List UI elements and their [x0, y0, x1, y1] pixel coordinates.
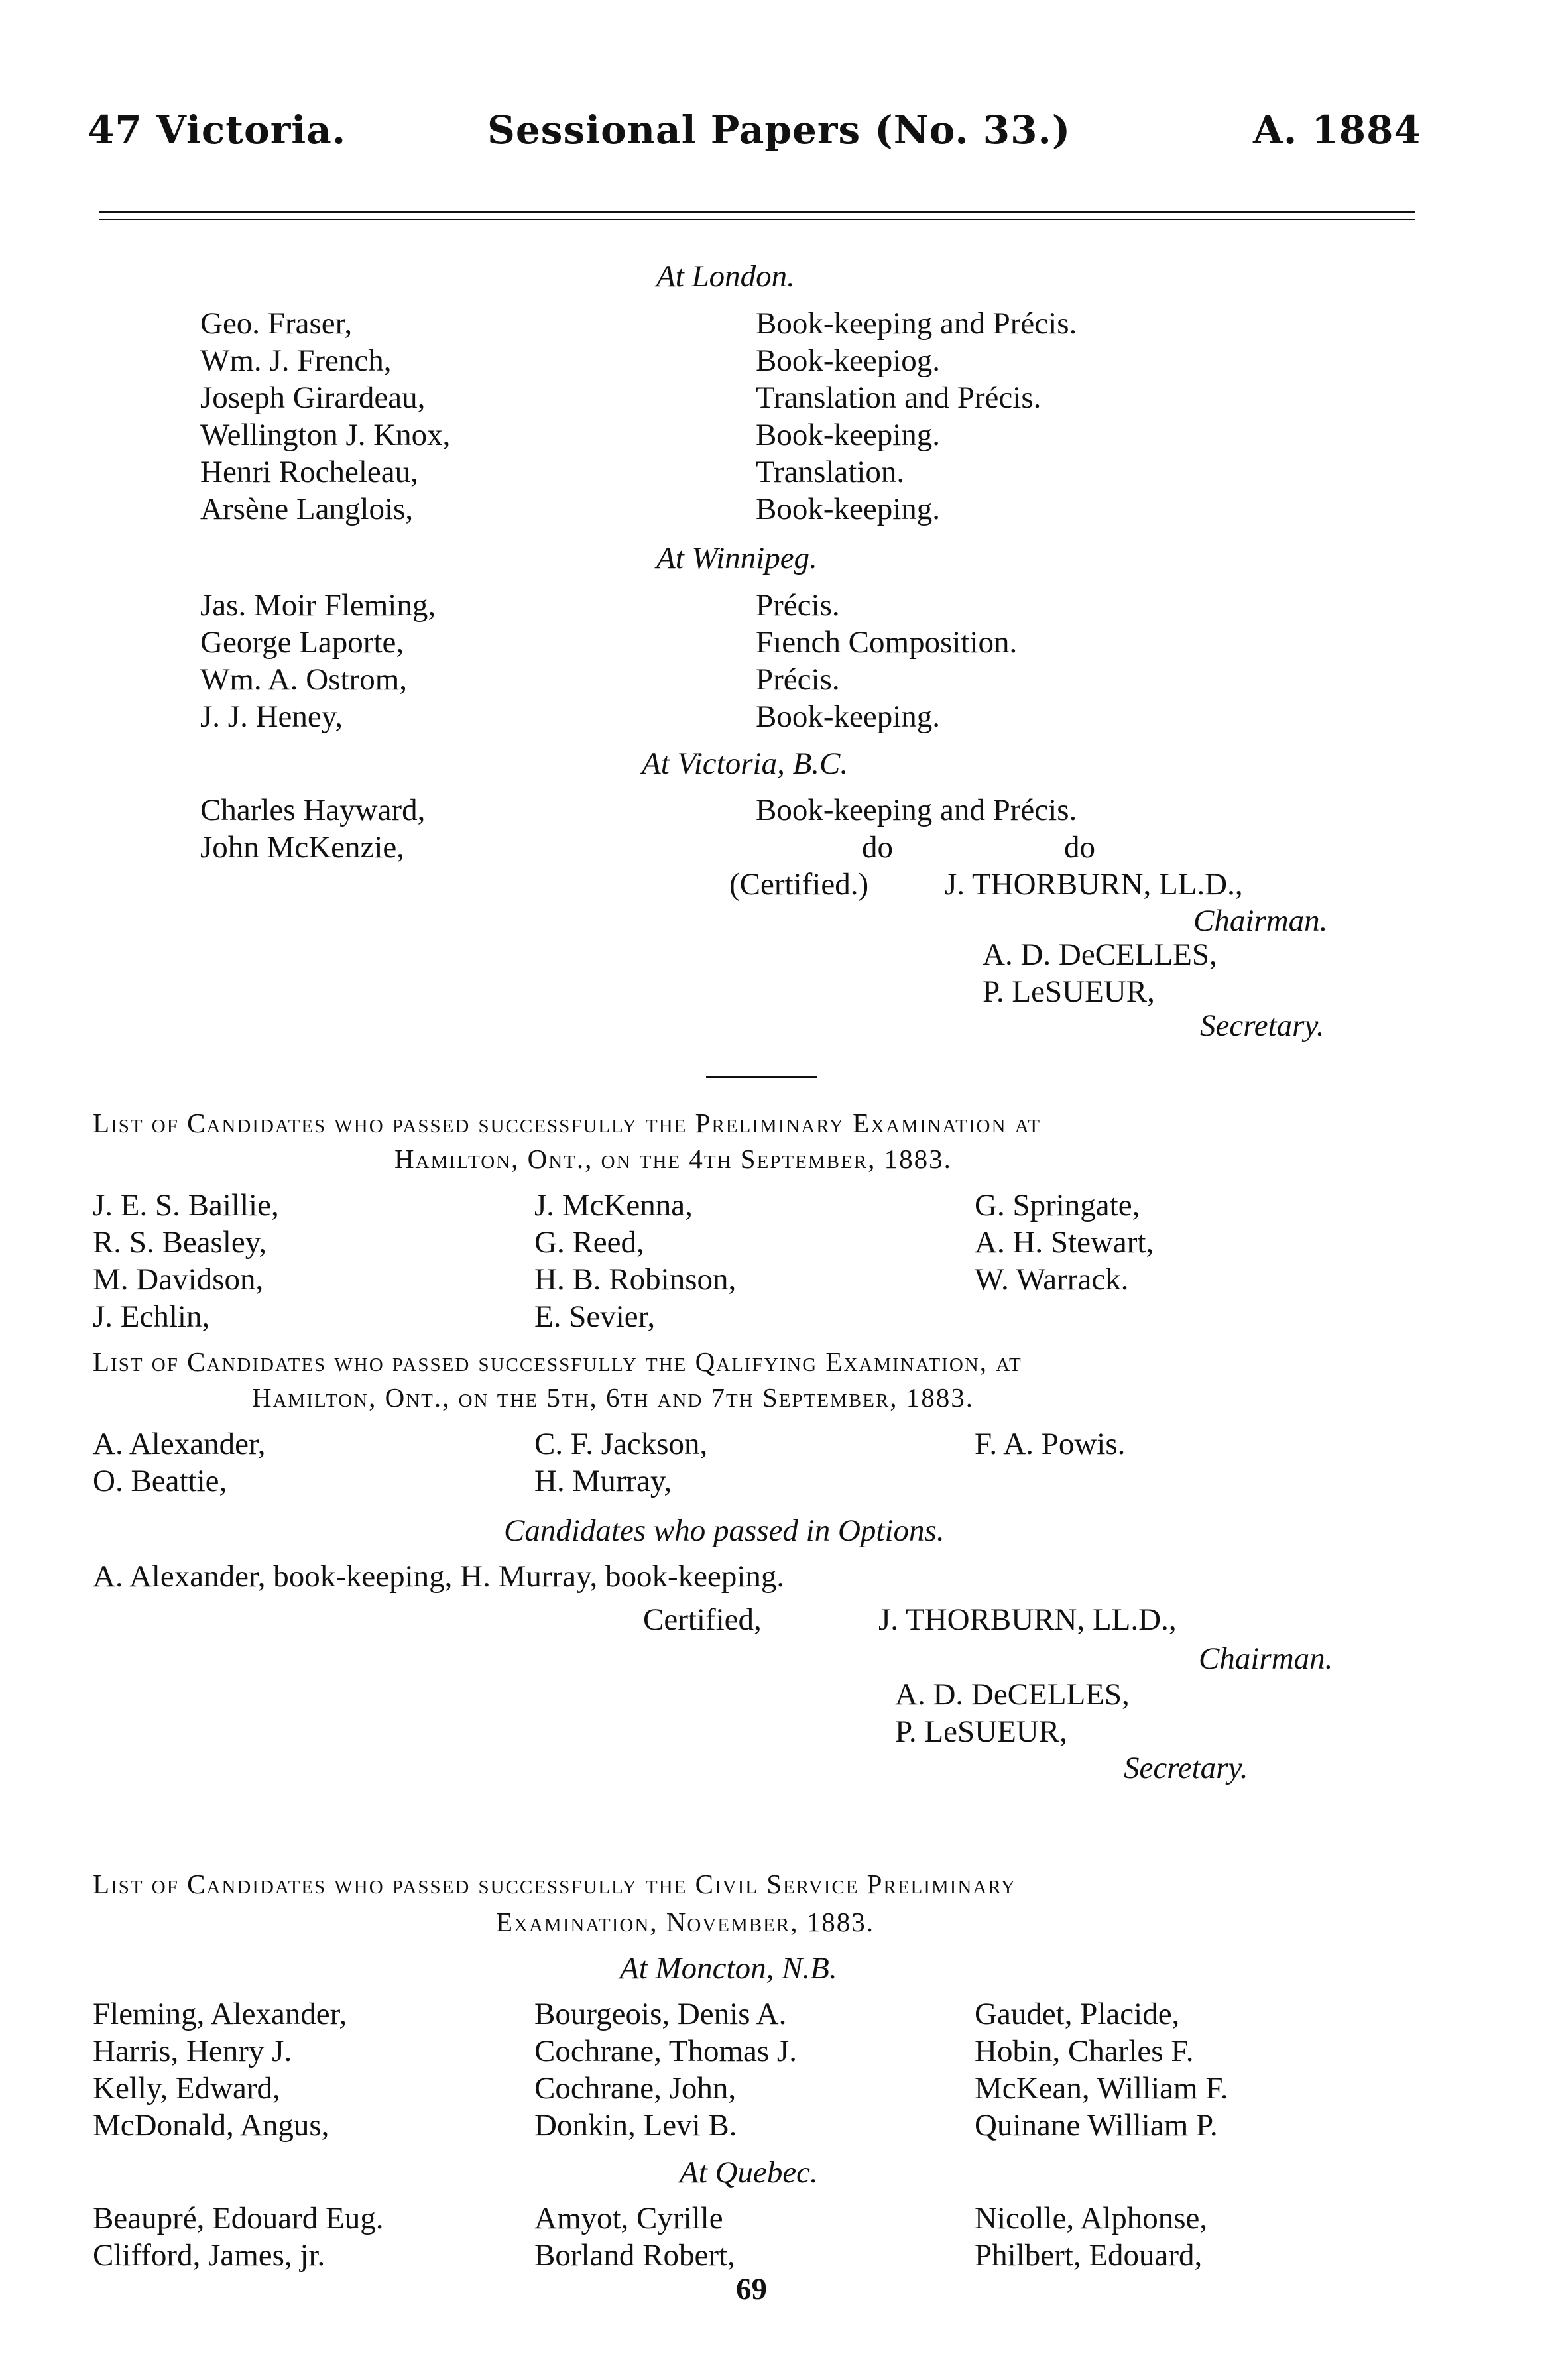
victoria-subject: Book-keeping and Précis. [756, 793, 1077, 827]
list-item: Geo. Fraser, [200, 306, 353, 341]
list-item: E. Sevier, [534, 1299, 656, 1334]
list-item: F. A. Powis. [975, 1427, 1126, 1461]
list-item: J. J. Heney, [200, 699, 343, 734]
civil-service-title-line2: Examination, November, 1883. [496, 1907, 874, 1937]
london-heading: At London. [656, 259, 795, 294]
header-rule-top [99, 211, 1415, 213]
header-rule-bottom [99, 219, 1415, 220]
preliminary-title-line1: List of Candidates who passed successfully the Preliminary Examination at [93, 1108, 1042, 1138]
header-year: A. 1884 [1253, 107, 1421, 152]
secretary-title: Secretary. [1124, 1751, 1248, 1785]
member-name: A. D. DeCELLES, [895, 1677, 1130, 1712]
list-item: Henri Rocheleau, [200, 455, 418, 489]
list-item: M. Davidson, [93, 1262, 264, 1297]
winnipeg-subjects [756, 587, 1017, 735]
list-item: Donkin, Levi B. [534, 2108, 737, 2143]
qualifying-col1 [93, 1425, 265, 1500]
quebec-col3 [975, 2200, 1207, 2274]
list-item: McDonald, Angus, [93, 2108, 329, 2143]
list-item: Translation and Précis. [756, 381, 1042, 415]
preliminary-col3 [975, 1187, 1154, 1298]
moncton-col3 [975, 1995, 1228, 2144]
moncton-heading: At Moncton, N.B. [620, 1951, 837, 1986]
chairman-name: J. THORBURN, LL.D., [878, 1602, 1177, 1637]
winnipeg-names [200, 587, 436, 735]
list-item: Précis. [756, 588, 840, 623]
page-number: 69 [736, 2272, 767, 2306]
list-item: H. B. Robinson, [534, 1262, 737, 1297]
secretary-name: P. LeSUEUR, [895, 1714, 1067, 1749]
list-item: Joseph Girardeau, [200, 381, 426, 415]
qualifying-col3 [975, 1425, 1125, 1462]
list-item: H. Murray, [534, 1464, 672, 1498]
list-item: J. Echlin, [93, 1299, 210, 1334]
list-item: Jas. Moir Fleming, [200, 588, 436, 623]
list-item: G. Reed, [534, 1225, 644, 1260]
list-item: Nicolle, Alphonse, [975, 2201, 1208, 2235]
certified-label: Certified, [643, 1602, 762, 1637]
list-item: McKean, William F. [975, 2071, 1228, 2106]
list-item: Fıench Composition. [756, 625, 1018, 660]
list-item: Translation. [756, 455, 905, 489]
secretary-title: Secretary. [1200, 1008, 1325, 1043]
victoria-heading: At Victoria, B.C. [642, 746, 849, 781]
quebec-col1 [93, 2200, 384, 2274]
victoria-ditto-2: do [1064, 830, 1095, 864]
moncton-col1 [93, 1995, 347, 2144]
header-volume: 47 Victoria. [88, 107, 347, 152]
quebec-heading: At Quebec. [680, 2155, 818, 2190]
list-item: W. Warrack. [975, 1262, 1129, 1297]
list-item: C. F. Jackson, [534, 1427, 708, 1461]
secretary-name: P. LeSUEUR, [983, 975, 1155, 1009]
list-item: Wm. J. French, [200, 343, 392, 378]
list-item: Cochrane, John, [534, 2071, 737, 2106]
qualifying-title-line2: Hamilton, Ont., on the 5th, 6th and 7th September, 1883. [252, 1382, 974, 1413]
list-item: Bourgeois, Denis A. [534, 1997, 787, 2031]
preliminary-col1 [93, 1187, 279, 1335]
civil-service-title-line1: List of Candidates who passed successfully the Civil Service Preliminary [93, 1869, 1016, 1899]
list-item: Book-keepiog. [756, 343, 941, 378]
winnipeg-heading: At Winnipeg. [656, 541, 817, 575]
list-item: John McKenzie, [200, 830, 405, 864]
list-item: Borland Robert, [534, 2238, 735, 2273]
list-item: A. Alexander, [93, 1427, 266, 1461]
quebec-col2 [534, 2200, 735, 2274]
options-text: A. Alexander, book-keeping, H. Murray, book-keeping. [93, 1559, 785, 1594]
options-heading: Candidates who passed in Options. [504, 1514, 945, 1548]
list-item: Kelly, Edward, [93, 2071, 280, 2106]
chairman-title: Chairman. [1193, 904, 1328, 938]
list-item: A. H. Stewart, [975, 1225, 1154, 1260]
moncton-col2 [534, 1995, 797, 2144]
list-item: G. Springate, [975, 1188, 1140, 1222]
section-divider [706, 1076, 817, 1078]
list-item: Gaudet, Placide, [975, 1997, 1180, 2031]
list-item: Wellington J. Knox, [200, 418, 451, 452]
member-name: A. D. DeCELLES, [983, 937, 1217, 972]
list-item: Harris, Henry J. [93, 2034, 292, 2068]
list-item: Beaupré, Edouard Eug. [93, 2201, 384, 2235]
list-item: Book-keeping. [756, 418, 941, 452]
london-subjects [756, 305, 1077, 528]
list-item: Philbert, Edouard, [975, 2238, 1203, 2273]
victoria-names [200, 792, 425, 866]
chairman-name: J. THORBURN, LL.D., [945, 867, 1243, 902]
chairman-title: Chairman. [1199, 1641, 1333, 1676]
list-item: Book-keeping. [756, 699, 941, 734]
list-item: Clifford, James, jr. [93, 2238, 326, 2273]
list-item: Précis. [756, 662, 840, 697]
list-item: Arsène Langlois, [200, 492, 414, 526]
list-item: Hobin, Charles F. [975, 2034, 1194, 2068]
list-item: Fleming, Alexander, [93, 1997, 347, 2031]
list-item: Wm. A. Ostrom, [200, 662, 408, 697]
list-item: J. McKenna, [534, 1188, 693, 1222]
list-item: Quinane William P. [975, 2108, 1218, 2143]
london-names [200, 305, 450, 528]
list-item: George Laporte, [200, 625, 404, 660]
list-item: O. Beattie, [93, 1464, 227, 1498]
list-item: Book-keeping and Précis. [756, 306, 1077, 341]
list-item: R. S. Beasley, [93, 1225, 267, 1260]
header-sessional-papers: Sessional Papers (No. 33.) [487, 107, 1071, 152]
list-item: Charles Hayward, [200, 793, 426, 827]
preliminary-col2 [534, 1187, 736, 1335]
certified-label: (Certified.) [729, 867, 869, 902]
list-item: Book-keeping. [756, 492, 941, 526]
list-item: Amyot, Cyrille [534, 2201, 723, 2235]
list-item: J. E. S. Baillie, [93, 1188, 279, 1222]
list-item: Cochrane, Thomas J. [534, 2034, 797, 2068]
qualifying-col2 [534, 1425, 707, 1500]
preliminary-title-line2: Hamilton, Ont., on the 4th September, 1883. [394, 1144, 952, 1174]
victoria-ditto-1: do [862, 830, 893, 864]
qualifying-title-line1: List of Candidates who passed successfully the Qalifying Examination, at [93, 1346, 1022, 1377]
